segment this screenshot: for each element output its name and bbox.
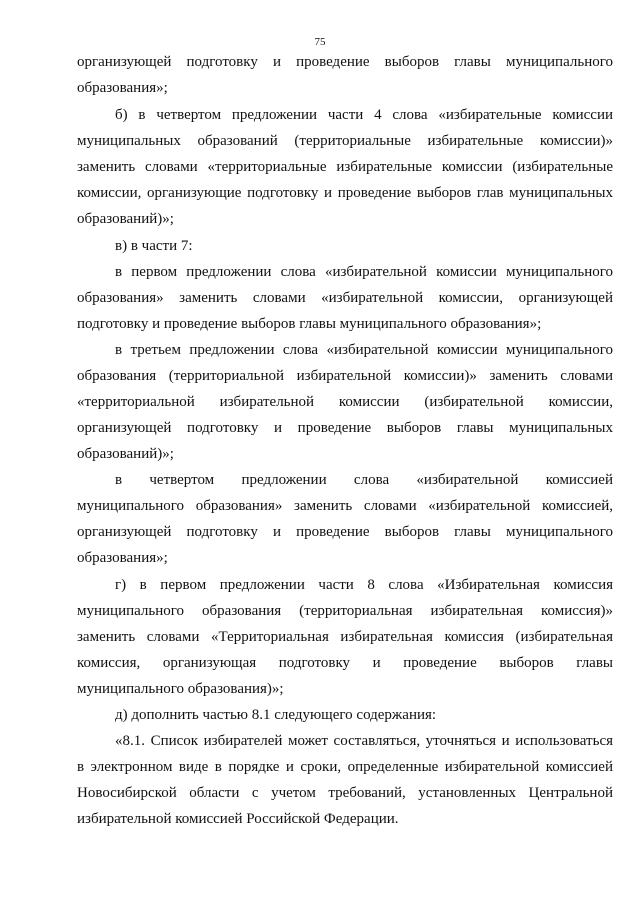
text-line: в) в части 7:	[115, 238, 193, 254]
text-line: г) в первом предложении части 8 слова «Избирательная комиссия	[115, 577, 613, 593]
text-line: «8.1. Список избирателей может составляться, уточняться и использоваться	[115, 733, 613, 749]
text-line: в первом предложении слова «избирательной комиссии муниципального	[115, 264, 613, 280]
text-line: образования» заменить словами «избирательной комиссии, организующей	[77, 290, 613, 306]
text-line: организующей подготовку и проведение выборов главы муниципального	[77, 524, 613, 540]
text-line: организующей подготовку и проведение выборов главы муниципальных	[77, 420, 613, 436]
text-line: заменить словами «территориальные избирательные комиссии (избирательные	[77, 159, 613, 175]
text-line: образований)»;	[77, 446, 174, 462]
text-line: комиссии, организующие подготовку и проведение выборов глав муниципальных	[77, 185, 613, 201]
text-line: образования»;	[77, 80, 168, 96]
text-line: заменить словами «Территориальная избирательная комиссия (избирательная	[77, 629, 613, 645]
text-line: Новосибирской области с учетом требований, установленных Центральной	[77, 785, 613, 801]
text-line: избирательной комиссией Российской Федерации.	[77, 811, 399, 827]
page-number: 75	[314, 36, 326, 48]
text-line: в четвертом предложении слова «избирательной комиссией	[115, 472, 613, 488]
text-line: муниципального образования» заменить словами «избирательной комиссией,	[77, 498, 613, 514]
text-line: образования (территориальной избирательной комиссии)» заменить словами	[77, 368, 613, 384]
text-line: в электронном виде в порядке и сроки, определенные избирательной комиссией	[77, 759, 613, 775]
text-line: комиссия, организующая подготовку и проведение выборов главы	[77, 655, 613, 671]
text-line: образования»;	[77, 550, 168, 566]
text-line: муниципального образования)»;	[77, 681, 284, 697]
text-line: д) дополнить частью 8.1 следующего содержания:	[115, 707, 437, 723]
text-line: б) в четвертом предложении части 4 слова «избирательные комиссии	[115, 107, 613, 123]
text-line: образований)»;	[77, 211, 174, 227]
text-line: муниципального образования (территориальная избирательная комиссия)»	[77, 603, 613, 619]
text-line: подготовку и проведение выборов главы муниципального образования»;	[77, 316, 542, 332]
text-line: в третьем предложении слова «избирательной комиссии муниципального	[115, 342, 613, 358]
text-line: «территориальной избирательной комиссии (избирательной комиссии,	[77, 394, 613, 410]
text-line: муниципальных образований (территориальные избирательные комиссии)»	[77, 133, 613, 149]
text-line: организующей подготовку и проведение выборов главы муниципального	[77, 54, 613, 70]
